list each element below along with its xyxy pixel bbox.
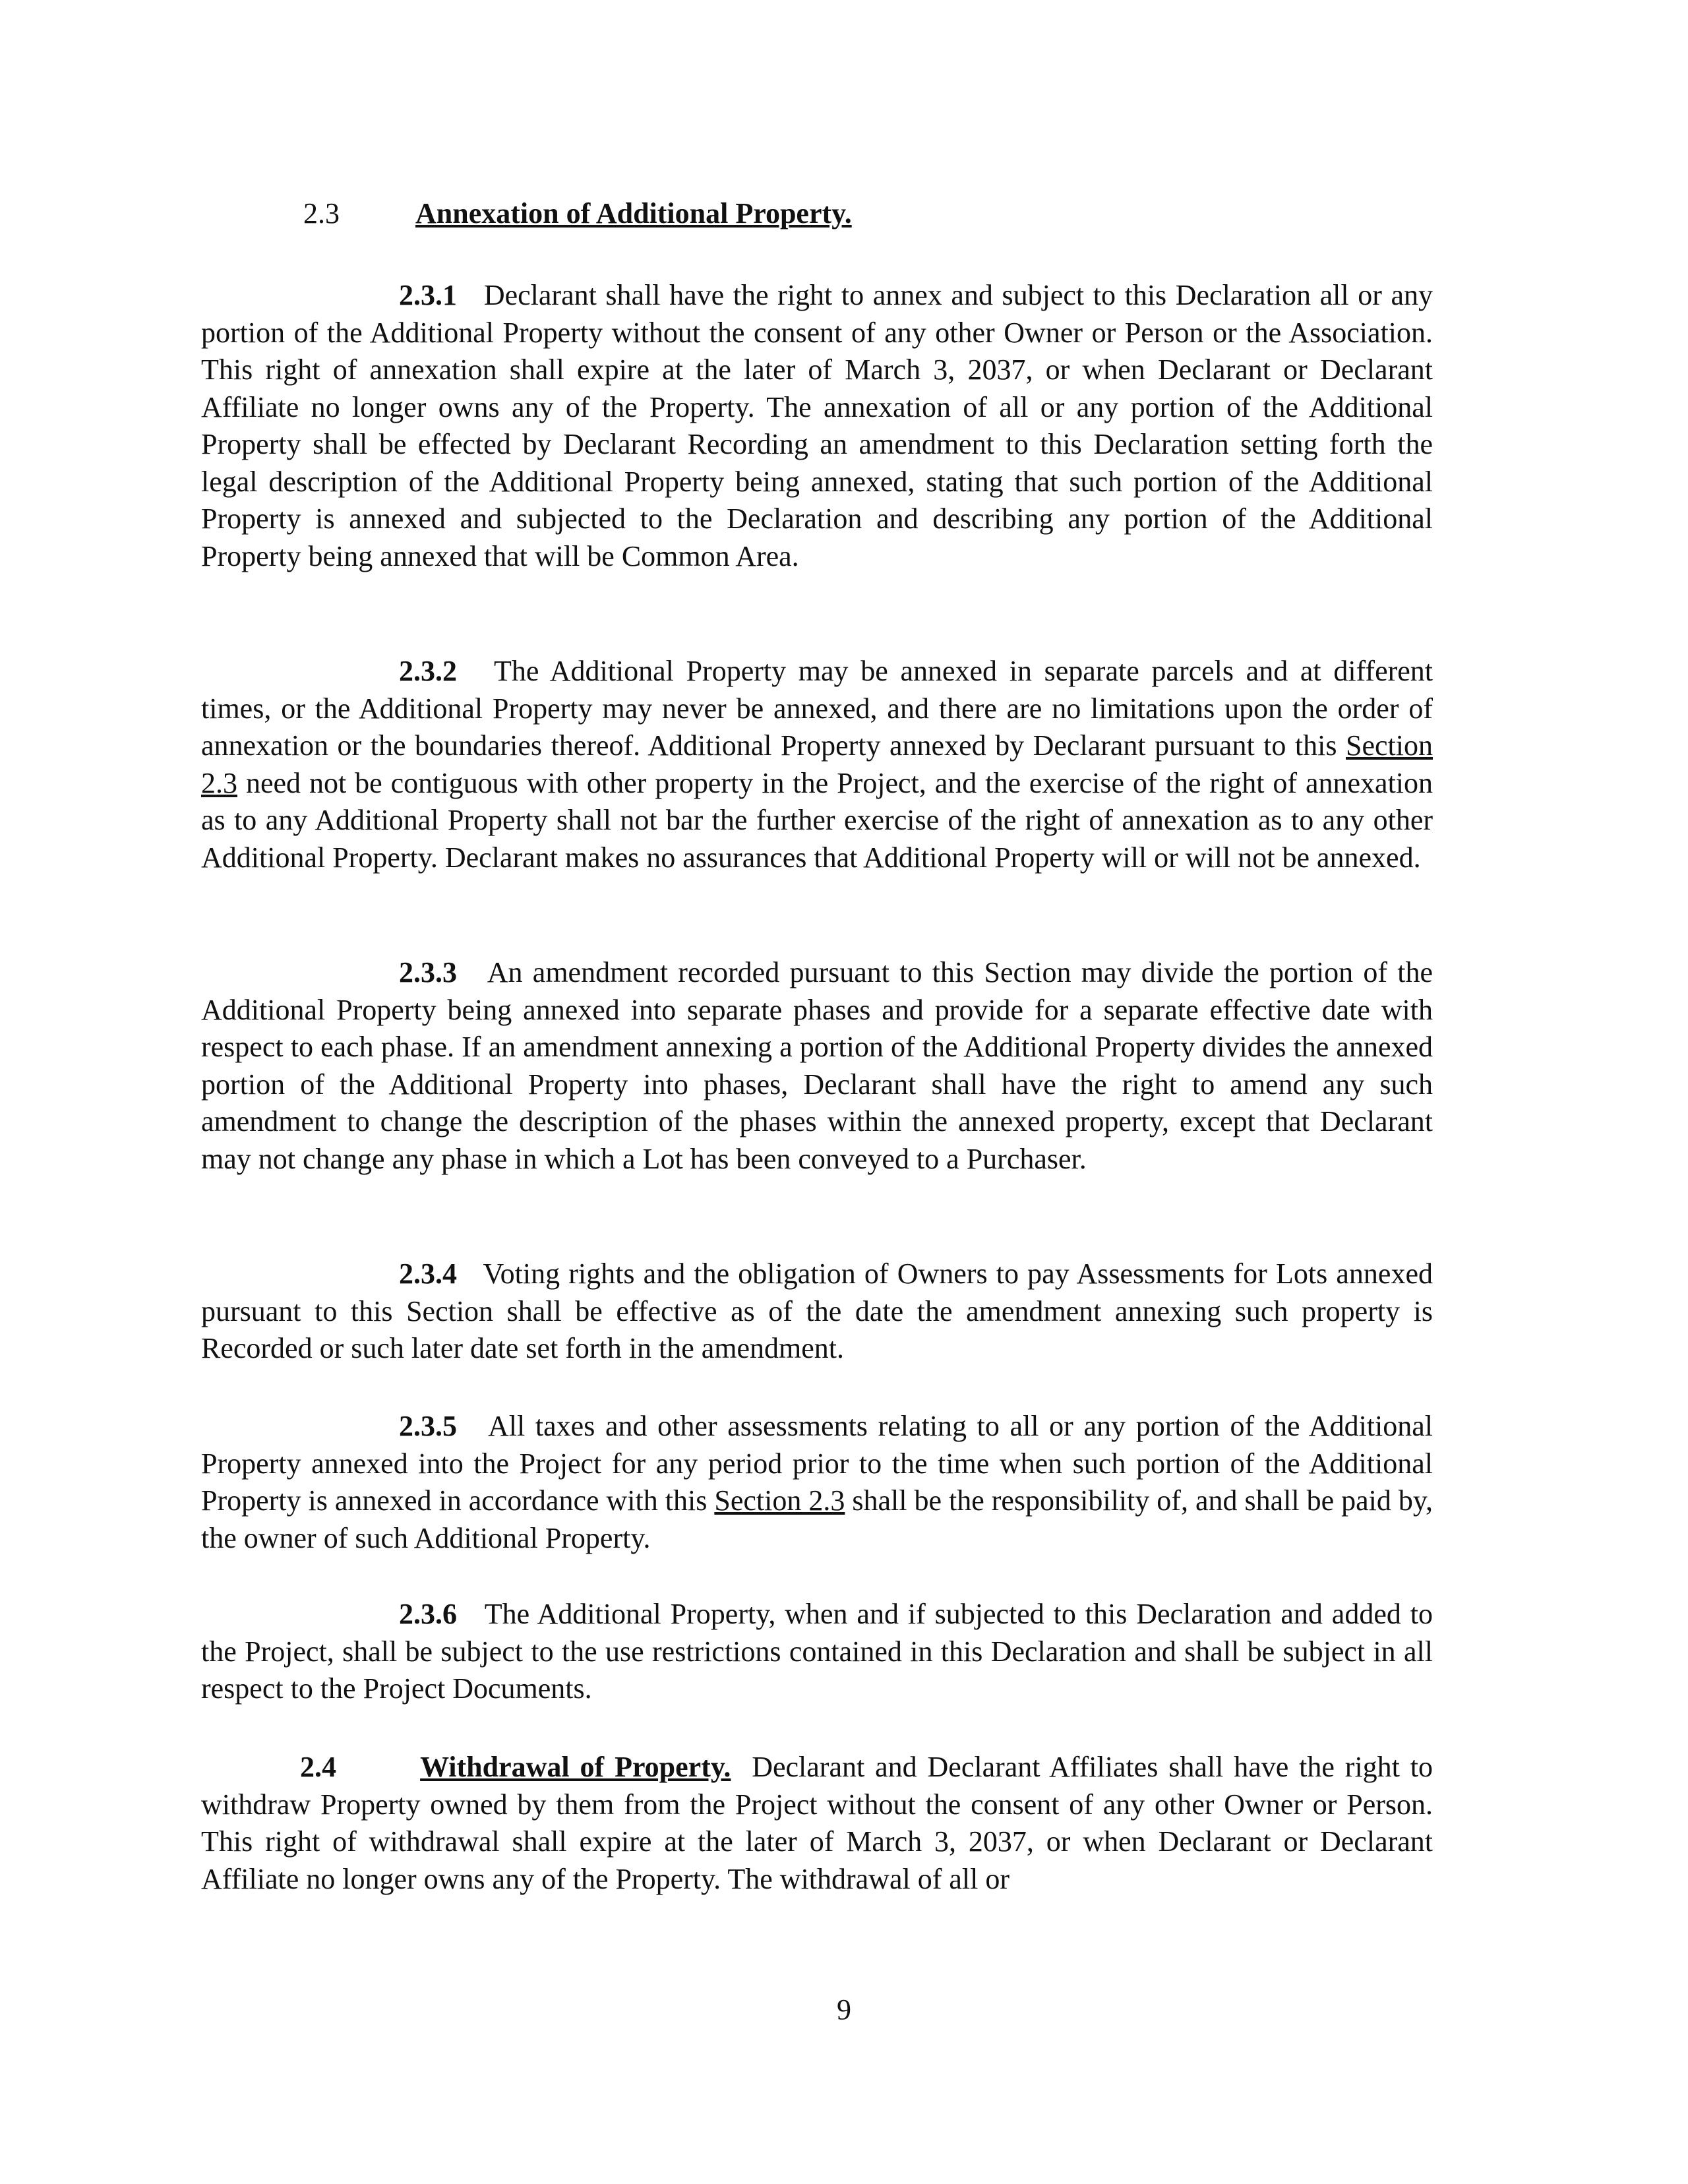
section-number: 2.3 <box>303 197 340 229</box>
paragraph-text: An amendment recorded pursuant to this Section may divide the portion of the Additional Property being annexed into separate phases and provide for a separate effective date with respect to each phase. If an amendment annexing a portion of the Additional Property divides the annexed portion of the Additional Property into phases, Declarant shall have the right to amend any such amendment to change the description of the phases within the annexed property, except that Declarant may not change any phase in which a Lot has been conveyed to a Purchaser. <box>201 956 1433 1175</box>
paragraph-number: 2.3.6 <box>399 1598 457 1630</box>
section-2-4-paragraph <box>201 1749 1433 1898</box>
section-2-3-heading <box>303 195 852 232</box>
paragraph-text: The Additional Property may be annexed in separate parcels and at different times, or the Additional Property may never be annexed, and there are no limitations upon the order of annexation or the boundaries thereof. Additional Property annexed by Declarant pursuant to this <box>201 655 1433 762</box>
paragraph-2-3-1 <box>201 277 1433 575</box>
paragraph-2-3-2 <box>201 653 1433 876</box>
paragraph-text: Declarant and Declarant Affiliates shall have the right to withdraw Property owned by them from the Project without the consent of any other Owner or Person. This right of withdrawal shall expire at the later of March 3, 2037, or when Declarant or Declarant Affiliate no longer owns any of the Property. The withdrawal of all or <box>201 1751 1433 1895</box>
paragraph-2-3-5 <box>201 1408 1433 1557</box>
section-title: Withdrawal of Property. <box>420 1751 731 1783</box>
paragraph-number: 2.3.3 <box>399 956 457 988</box>
section-reference-link[interactable]: Section 2.3 <box>714 1484 845 1517</box>
paragraph-number: 2.3.5 <box>399 1410 457 1442</box>
paragraph-text: Declarant shall have the right to annex and subject to this Declaration all or any portion of the Additional Property without the consent of any other Owner or Person or the Association. This right of annexation shall expire at the later of March 3, 2037, or when Declarant or Declarant Affiliate no longer owns any of the Property. The annexation of all or any portion of the Additional Property shall be effected by Declarant Recording an amendment to this Declaration setting forth the legal description of the Additional Property being annexed, stating that such portion of the Additional Property is annexed and subjected to the Declaration and describing any portion of the Additional Property being annexed that will be Common Area. <box>201 279 1433 572</box>
page-number: 9 <box>837 1993 851 2026</box>
paragraph-2-3-3 <box>201 954 1433 1178</box>
paragraph-number: 2.3.4 <box>399 1258 457 1290</box>
paragraph-text: The Additional Property, when and if subjected to this Declaration and added to the Project, shall be subject to the use restrictions contained in this Declaration and shall be subject in all respect to the Project Documents. <box>201 1598 1433 1705</box>
section-number: 2.4 <box>300 1751 336 1783</box>
section-title: Annexation of Additional Property. <box>415 197 852 229</box>
paragraph-2-3-4 <box>201 1256 1433 1368</box>
paragraph-number: 2.3.2 <box>399 655 457 687</box>
paragraph-text: Voting rights and the obligation of Owners to pay Assessments for Lots annexed pursuant to this Section shall be effective as of the date the amendment annexing such property is Recorded or such later date set forth in the amendment. <box>201 1258 1433 1364</box>
paragraph-text-continued: need not be contiguous with other property in the Project, and the exercise of the right of annexation as to any Additional Property shall not bar the further exercise of the right of annexation as to any other Additional Property. Declarant makes no assurances that Additional Property will or will not be annexed. <box>201 766 1433 874</box>
paragraph-text: All taxes and other assessments relating to all or any portion of the Additional Property annexed into the Project for any period prior to the time when such portion of the Additional Property is annexed in accordance with this <box>201 1410 1433 1517</box>
section-reference-link[interactable]: Section 2.3 <box>201 729 1433 799</box>
paragraph-number: 2.3.1 <box>399 279 457 311</box>
paragraph-2-3-6 <box>201 1596 1433 1708</box>
paragraph-text-continued: shall be the responsibility of, and shall be paid by, the owner of such Additional Property. <box>201 1484 1433 1554</box>
